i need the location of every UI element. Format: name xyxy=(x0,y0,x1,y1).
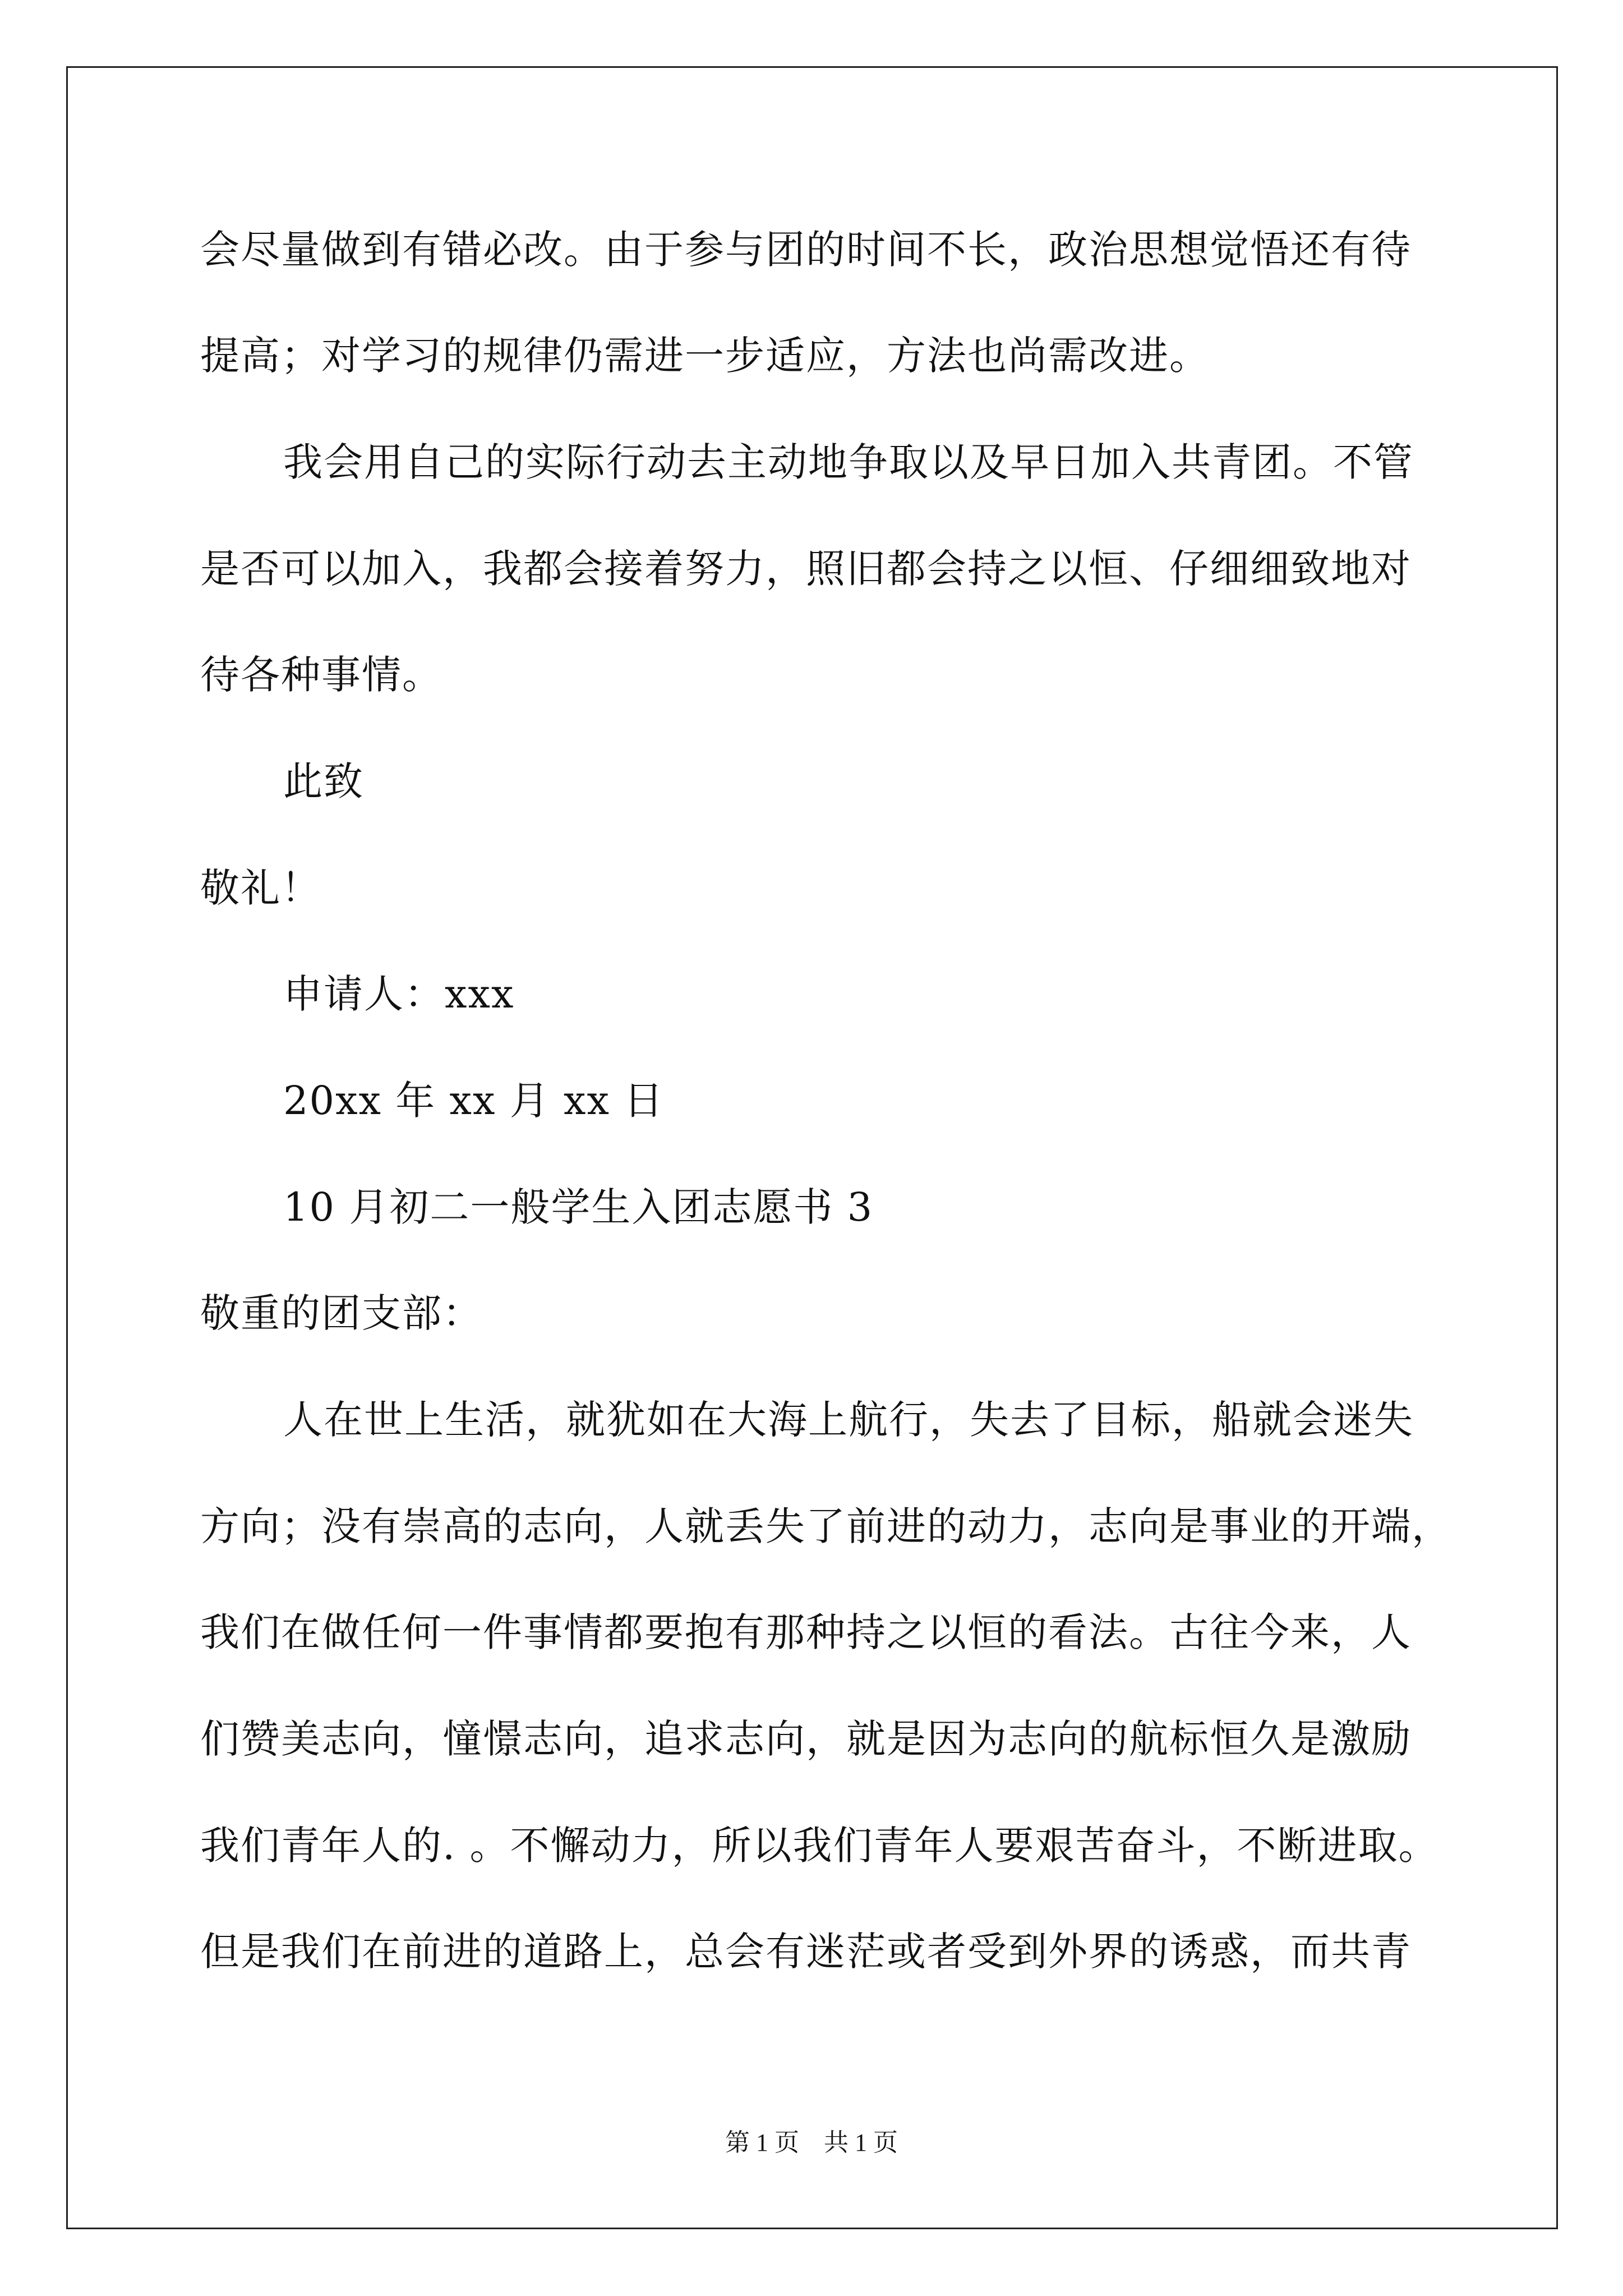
text-line: 会尽量做到有错必改。由于参与团的时间不长，政治思想觉悟还有待 xyxy=(200,227,1412,273)
page-frame xyxy=(66,66,1558,2229)
applicant-name: 申请人：xxx xyxy=(283,971,515,1017)
text-line: 提高；对学习的规律仍需进一步适应，方法也尚需改进。 xyxy=(200,333,1210,379)
text-line: 但是我们在前进的道路上，总会有迷茫或者受到外界的诱惑，而共青 xyxy=(200,1929,1412,1975)
letter-greeting: 敬重的团支部： xyxy=(200,1290,483,1336)
closing-regards: 敬礼！ xyxy=(200,865,321,911)
application-date: 20xx 年 xx 月 xx 日 xyxy=(283,1078,665,1124)
paragraph-start-line: 我会用自己的实际行动去主动地争取以及早日加入共青团。不管 xyxy=(283,439,1414,485)
page-footer: 第 1 页 共 1 页 xyxy=(725,2129,898,2156)
paragraph-start-line: 人在世上生活，就犹如在大海上航行，失去了目标，船就会迷失 xyxy=(283,1397,1414,1443)
text-line: 是否可以加入，我都会接着努力，照旧都会持之以恒、仔细细致地对 xyxy=(200,546,1412,592)
text-line: 们赞美志向，憧憬志向，追求志向，就是因为志向的航标恒久是激励 xyxy=(200,1716,1412,1762)
closing-salutation: 此致 xyxy=(283,758,364,804)
text-line: 方向；没有崇高的志向，人就丢失了前进的动力，志向是事业的开端， xyxy=(200,1503,1452,1549)
section-title: 10 月初二一般学生入团志愿书 3 xyxy=(283,1184,874,1230)
text-line: 我们在做任何一件事情都要抱有那种持之以恒的看法。古往今来，人 xyxy=(200,1609,1412,1655)
text-line: 我们青年人的. 。不懈动力，所以我们青年人要艰苦奋斗，不断进取。 xyxy=(200,1823,1439,1869)
text-line: 待各种事情。 xyxy=(200,652,442,698)
